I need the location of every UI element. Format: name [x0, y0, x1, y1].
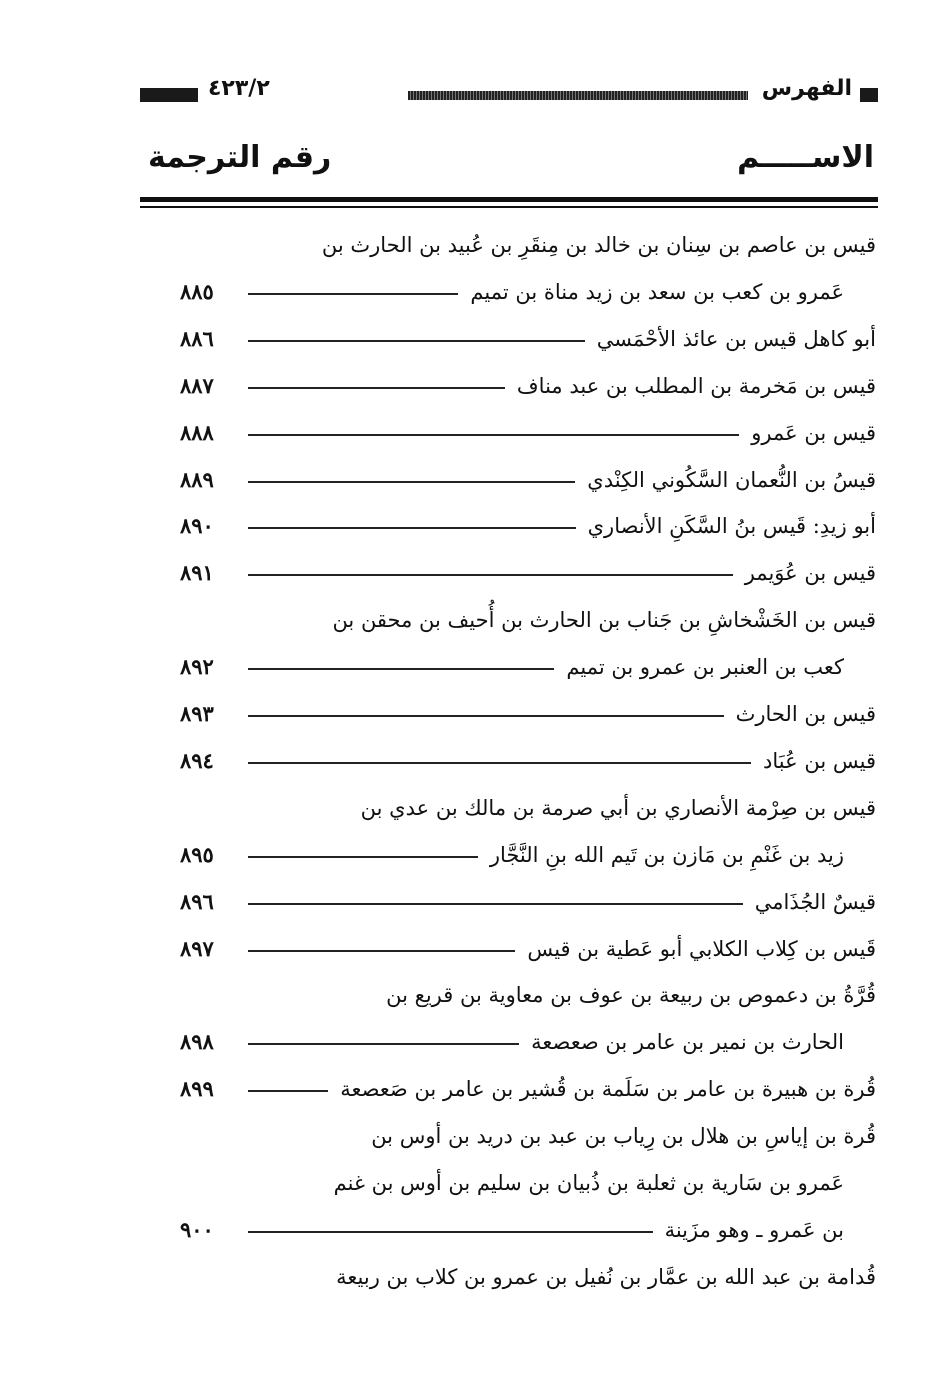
index-entry — [140, 553, 876, 593]
index-entry — [140, 1022, 876, 1062]
index-entry — [140, 1069, 876, 1109]
index-entry — [140, 929, 876, 969]
index-entry — [140, 1116, 876, 1156]
index-entry — [140, 319, 876, 359]
page-marker: ٤٢٣/٢ — [208, 76, 270, 101]
entry-number: ٨٩٧ — [180, 936, 214, 961]
index-entry — [140, 1163, 876, 1203]
entry-name: عَمرو بن سَارية بن ثعلبة بن ذُبيان بن سليم بن أوس بن غنم — [333, 1171, 844, 1195]
entry-leader-line — [248, 574, 733, 576]
entry-name: قيس بن مَخرمة بن المطلب بن عبد مناف — [516, 374, 876, 398]
entry-name: زيد بن غَنْمِ بن مَازن بن تَيم الله بنِ النَّجَّار — [489, 843, 844, 867]
entry-name: قيس بن صِرْمة الأنصاري بن أبي صرمة بن مالك بن عدي بن — [360, 796, 876, 820]
entry-name: أبو زيدِ: قَيس بنُ السَّكَنِ الأنصاري — [587, 514, 876, 538]
entry-number: ٨٨٧ — [180, 373, 214, 398]
entry-number: ٨٩٩ — [180, 1076, 214, 1101]
entry-leader-line — [248, 340, 585, 342]
entry-number: ٨٩٤ — [180, 748, 214, 773]
entry-name: كعب بن العنبر بن عمرو بن تميم — [566, 655, 844, 679]
index-entry — [140, 600, 876, 640]
entry-number: ٨٩٥ — [180, 842, 214, 867]
entry-number: ٨٨٥ — [180, 279, 214, 304]
entry-name: قيسٌ الجُذَامي — [754, 890, 876, 914]
entry-name: أبو كاهل قيس بن عائذ الأحْمَسي — [596, 327, 876, 351]
index-entry — [140, 975, 876, 1015]
entry-leader-line — [248, 715, 724, 717]
entry-number: ٨٩١ — [180, 560, 214, 585]
index-entry — [140, 413, 876, 453]
index-entry — [140, 647, 876, 687]
entry-name: بن عَمرو ـ وهو مزَينة — [664, 1218, 844, 1242]
index-entry — [140, 835, 876, 875]
entry-name: عَمرو بن كعب بن سعد بن زيد مناة بن تميم — [470, 280, 844, 304]
entry-name: قُرة بن هبيرة بن عامر بن سَلَمة بن قُشير بن عامر بن صَعصعة — [340, 1077, 876, 1101]
index-entry — [140, 882, 876, 922]
column-heading-number: رقم الترجمة — [148, 140, 332, 175]
column-heading-name: الاســـــم — [737, 140, 874, 175]
entry-number: ٨٩٣ — [180, 701, 214, 726]
entry-name: قيس بن الخَشْخاشِ بن جَناب بن الحارث بن أُحيف بن محقن بن — [332, 608, 876, 632]
entry-number: ٩٠٠ — [180, 1217, 214, 1242]
entry-name: قيس بن عاصم بن سِنان بن خالد بن مِنقَرِ بن عُبيد بن الحارث بن — [321, 233, 876, 257]
index-entry — [140, 460, 876, 500]
entry-number: ٨٩٢ — [180, 654, 214, 679]
entry-name: قَيس بن كِلاب الكلابي أبو عَطية بن قيس — [527, 937, 876, 961]
entry-leader-line — [248, 856, 478, 858]
entry-number: ٨٩٠ — [180, 513, 214, 538]
index-entry — [140, 272, 876, 312]
entry-name: قُدامة بن عبد الله بن عمَّار بن نُفيل بن عمرو بن كلاب بن ربيعة — [336, 1265, 876, 1289]
index-entry — [140, 225, 876, 265]
entry-name: قُرة بن إياسِ بن هلال بن رِياب بن عبد بن دريد بن أوس بن — [371, 1124, 876, 1148]
entry-leader-line — [248, 1090, 328, 1092]
index-entry — [140, 1210, 876, 1250]
entry-leader-line — [248, 1231, 653, 1233]
entry-number: ٨٨٦ — [180, 326, 214, 351]
entry-leader-line — [248, 950, 515, 952]
entry-leader-line — [248, 762, 751, 764]
entry-number: ٨٨٩ — [180, 467, 214, 492]
entry-leader-line — [248, 668, 554, 670]
entry-leader-line — [248, 293, 458, 295]
entry-leader-line — [248, 481, 575, 483]
section-title: الفهرس — [761, 76, 852, 101]
entry-leader-line — [248, 1043, 519, 1045]
entry-number: ٨٨٨ — [180, 420, 214, 445]
index-entry — [140, 506, 876, 546]
entry-leader-line — [248, 527, 576, 529]
index-entry — [140, 788, 876, 828]
entry-name: قيسُ بن النُّعمان السَّكُوني الكِنْدي — [587, 468, 876, 492]
index-entry — [140, 694, 876, 734]
entry-leader-line — [248, 903, 743, 905]
entry-leader-line — [248, 387, 505, 389]
entry-name: قيس بن عُبَاد — [763, 749, 876, 773]
entry-name: قُرَّةُ بن دعموص بن ربيعة بن عوف بن معاوية بن قريع بن — [386, 983, 876, 1007]
index-entry — [140, 366, 876, 406]
entry-number: ٨٩٨ — [180, 1029, 214, 1054]
index-entry — [140, 741, 876, 781]
index-entry — [140, 1257, 876, 1297]
entry-name: الحارث بن نمير بن عامر بن صعصعة — [531, 1030, 844, 1054]
entry-number: ٨٩٦ — [180, 889, 214, 914]
entry-leader-line — [248, 434, 739, 436]
entry-name: قيس بن الحارث — [735, 702, 876, 726]
entry-name: قيس بن عَمرو — [751, 421, 876, 445]
entry-name: قيس بن عُوَيمر — [744, 561, 876, 585]
